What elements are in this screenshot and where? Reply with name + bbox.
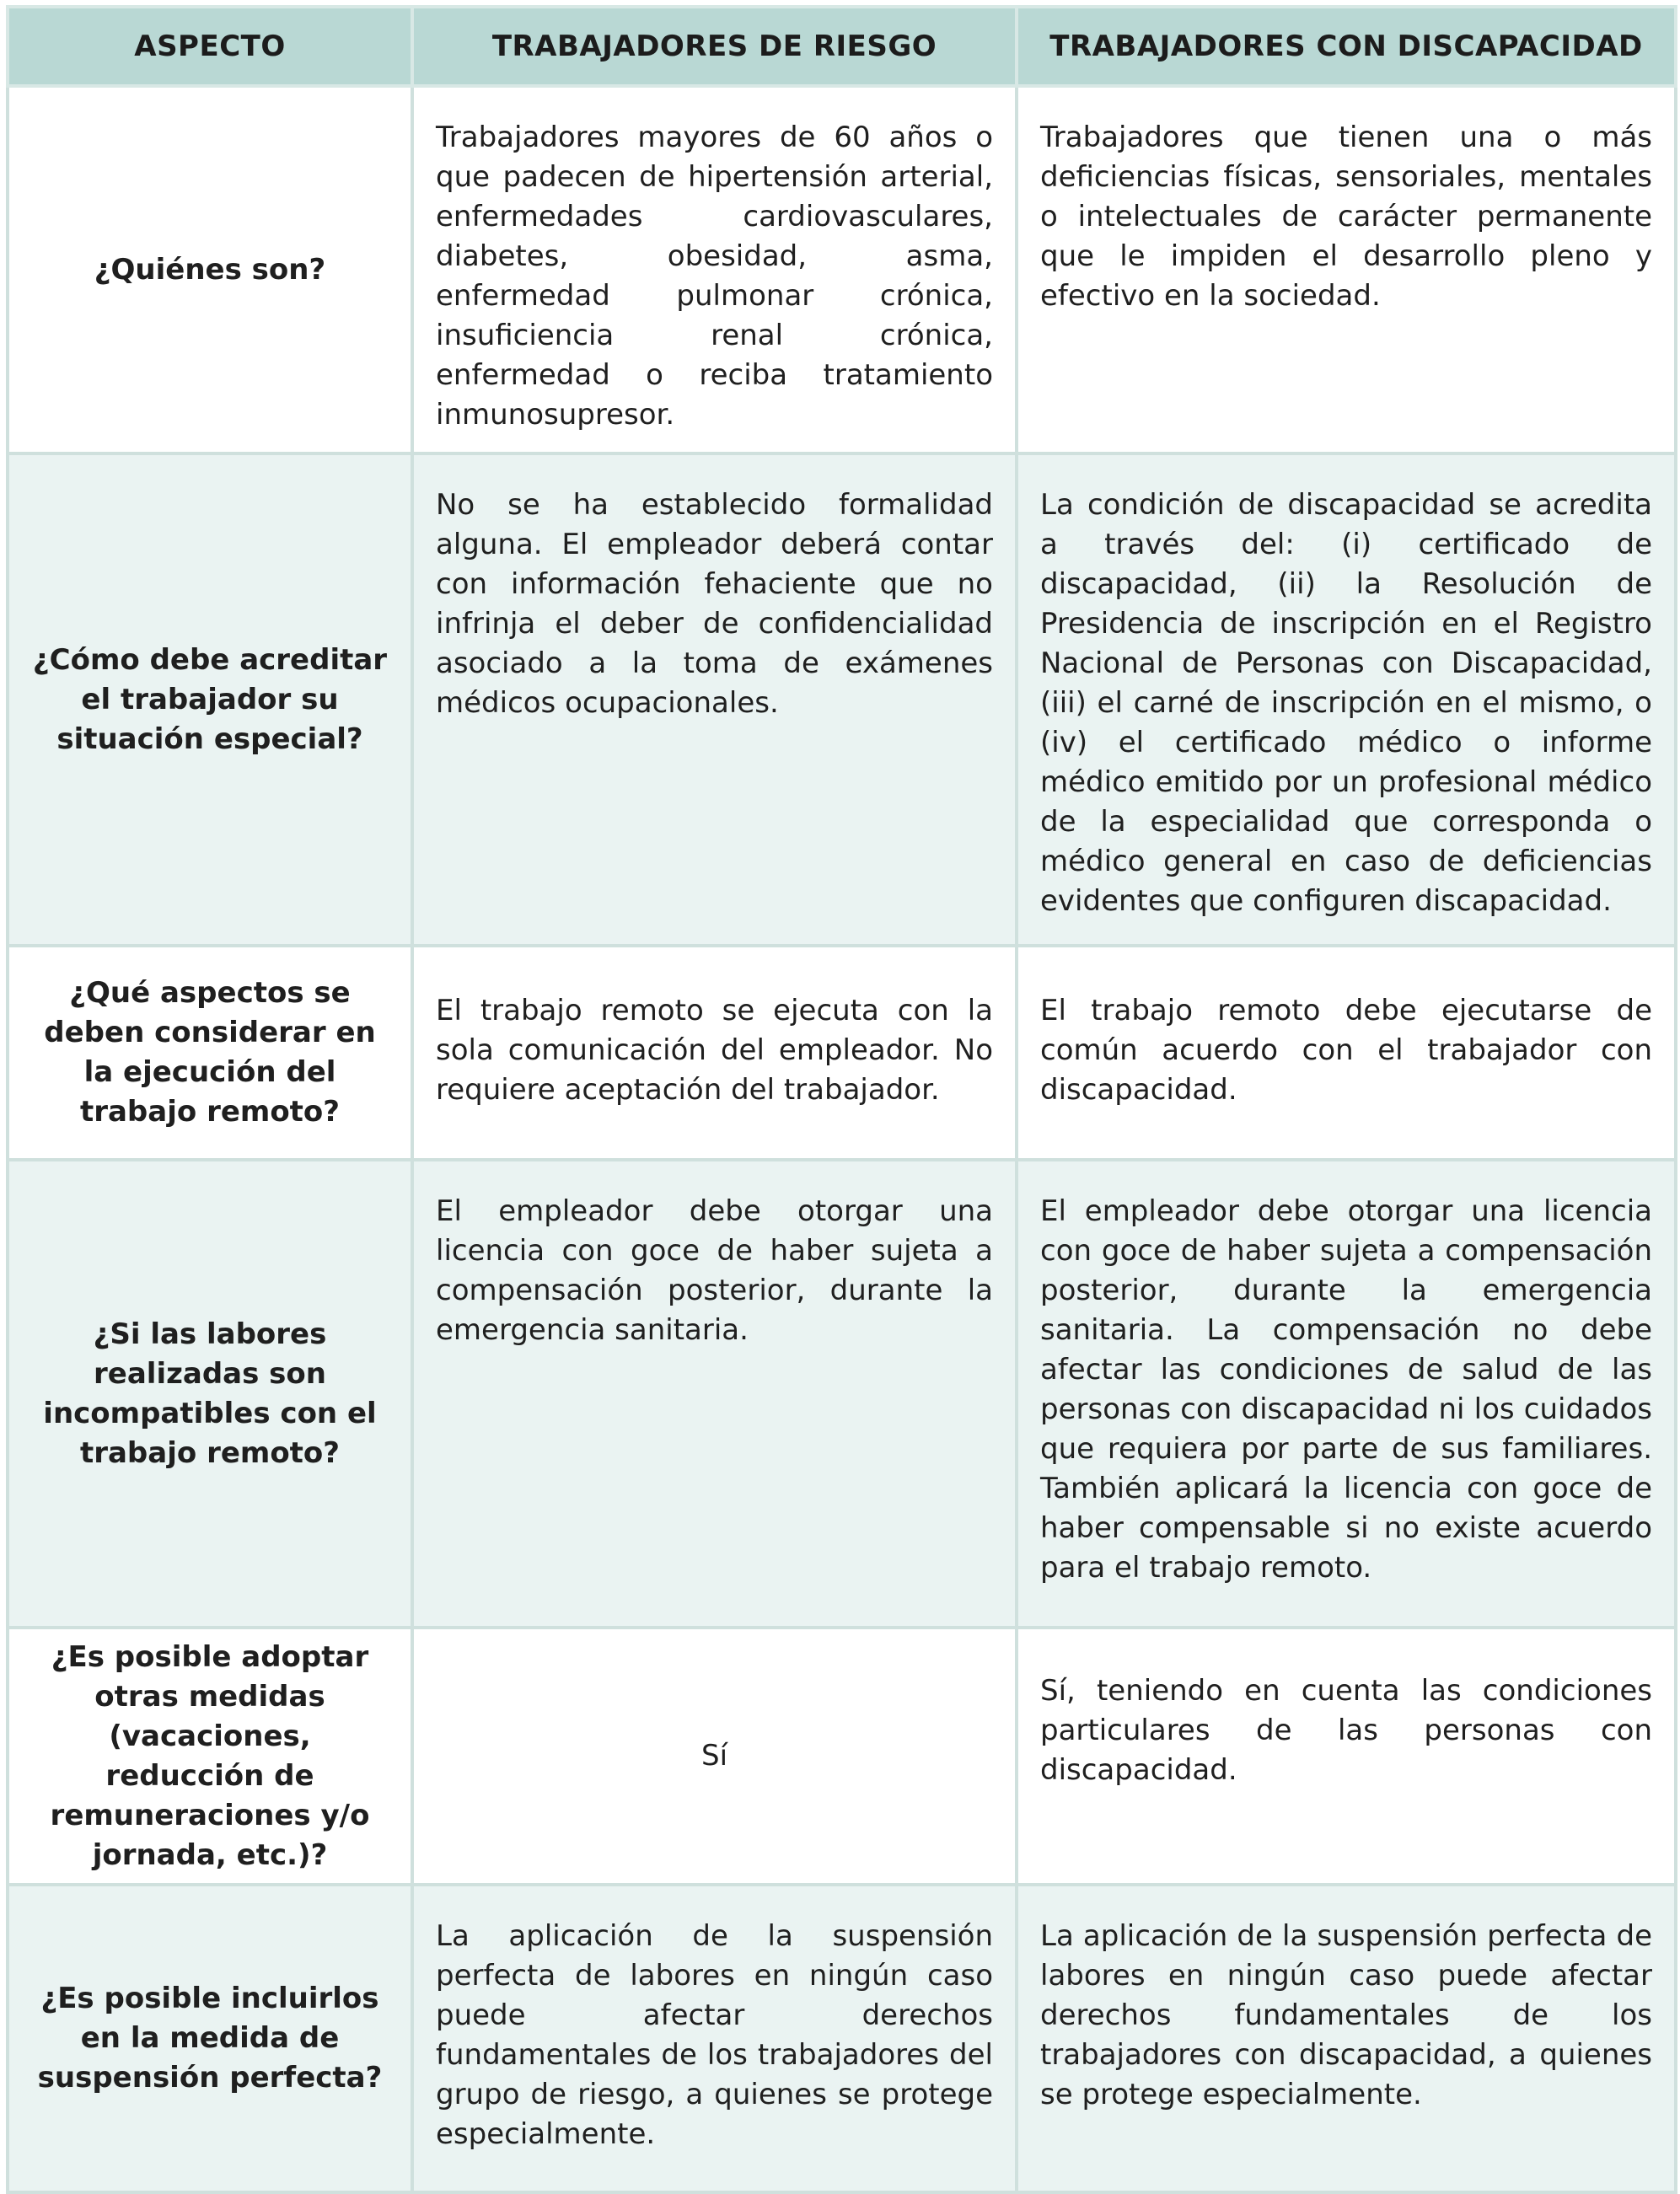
riesgo-cell: El empleador debe otorgar una licencia con goce de haber sujeta a compensación posterior, durante la emergencia sanitaria. — [412, 1160, 1017, 1628]
comparison-table — [6, 5, 1677, 2194]
aspect-cell: ¿Es posible adoptar otras medidas (vacaciones, reducción de remuneraciones y/o jornada, etc.)? — [8, 1628, 412, 1885]
discapacidad-cell: La condición de discapacidad se acredita a través del: (i) certificado de discapacidad, (ii) la Resolución de Presidencia de inscripción en el Registro Nacional de Personas con Discapacidad, (iii) el carné de inscripción en el mismo, o (iv) el certificado médico o informe médico emitido por un profesional médico de la especialidad que corresponda o médico general en caso de deficiencias evidentes que configuren discapacidad. — [1017, 453, 1676, 946]
aspect-cell: ¿Es posible incluirlos en la medida de suspensión perfecta? — [8, 1885, 412, 2192]
riesgo-cell: La aplicación de la suspensión perfecta de labores en ningún caso puede afectar derechos fundamentales de los trabajadores del grupo de riesgo, a quienes se protege especialmente. — [412, 1885, 1017, 2192]
table-body — [8, 86, 1676, 2192]
header-trabajadores-con-discapacidad: TRABAJADORES CON DISCAPACIDAD — [1017, 7, 1676, 86]
aspect-cell: ¿Cómo debe acreditar el trabajador su situación especial? — [8, 453, 412, 946]
header-row — [8, 7, 1676, 86]
table-row — [8, 1885, 1676, 2192]
riesgo-cell: No se ha establecido formalidad alguna. El empleador deberá contar con información fehaciente que no infrinja el deber de confidencialidad asociado a la toma de exámenes médicos ocupacionales. — [412, 453, 1017, 946]
discapacidad-cell: La aplicación de la suspensión perfecta de labores en ningún caso puede afectar derechos fundamentales de los trabajadores con discapacidad, a quienes se protege especialmente. — [1017, 1885, 1676, 2192]
riesgo-cell: El trabajo remoto se ejecuta con la sola comunicación del empleador. No requiere aceptación del trabajador. — [412, 946, 1017, 1160]
discapacidad-cell: El empleador debe otorgar una licencia con goce de haber sujeta a compensación posterior, durante la emergencia sanitaria. La compensación no debe afectar las condiciones de salud de las personas con discapacidad ni los cuidados que requiera por parte de sus familiares. También aplicará la licencia con goce de haber compensable si no existe acuerdo para el trabajo remoto. — [1017, 1160, 1676, 1628]
discapacidad-cell: El trabajo remoto debe ejecutarse de común acuerdo con el trabajador con discapacidad. — [1017, 946, 1676, 1160]
table-row — [8, 1160, 1676, 1628]
discapacidad-cell: Sí, teniendo en cuenta las condiciones particulares de las personas con discapacidad. — [1017, 1628, 1676, 1885]
table-row — [8, 453, 1676, 946]
comparison-table-container — [6, 5, 1674, 2153]
table-row — [8, 1628, 1676, 1885]
table-row — [8, 946, 1676, 1160]
header-aspecto: ASPECTO — [8, 7, 412, 86]
riesgo-cell: Sí — [412, 1628, 1017, 1885]
riesgo-cell: Trabajadores mayores de 60 años o que padecen de hipertensión arterial, enfermedades cardiovasculares, diabetes, obesidad, asma, enfermedad pulmonar crónica, insuficiencia renal crónica, enfermedad o reciba tratamiento inmunosupresor. — [412, 86, 1017, 453]
table-header — [8, 7, 1676, 86]
aspect-cell: ¿Si las labores realizadas son incompatibles con el trabajo remoto? — [8, 1160, 412, 1628]
discapacidad-cell: Trabajadores que tienen una o más deficiencias físicas, sensoriales, mentales o intelectuales de carácter permanente que le impiden el desarrollo pleno y efectivo en la sociedad. — [1017, 86, 1676, 453]
aspect-cell: ¿Quiénes son? — [8, 86, 412, 453]
table-row — [8, 86, 1676, 453]
header-trabajadores-de-riesgo: TRABAJADORES DE RIESGO — [412, 7, 1017, 86]
aspect-cell: ¿Qué aspectos se deben considerar en la ejecución del trabajo remoto? — [8, 946, 412, 1160]
